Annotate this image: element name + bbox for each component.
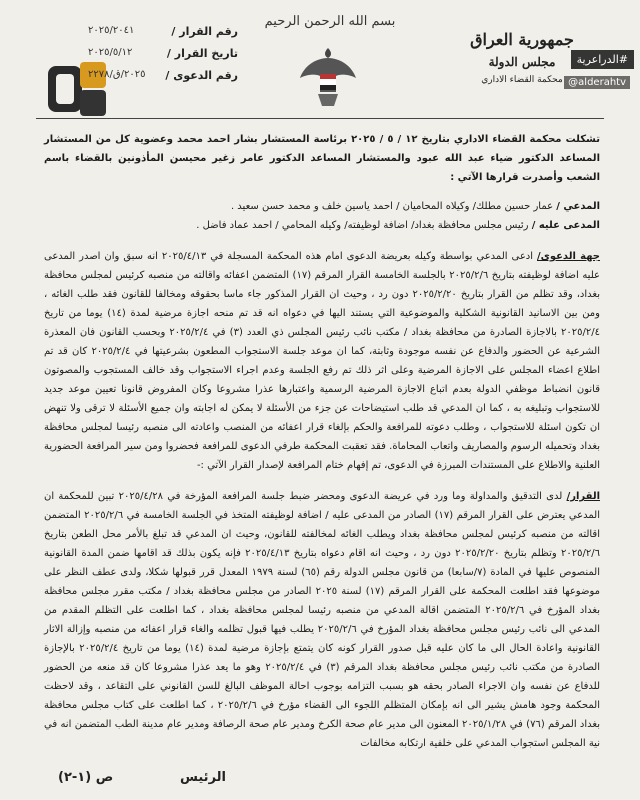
plaintiff-line xyxy=(44,197,600,216)
signature-label: الرئيس xyxy=(180,770,226,785)
decision-no-label: رقم القرار / xyxy=(171,24,238,38)
watermark-tag: #الدراعرية xyxy=(571,50,634,69)
document-body xyxy=(44,130,600,753)
bismillah: بسم الله الرحمن الرحيم xyxy=(264,14,396,29)
decision-no-value: ٢٠٢٥/٢٠٤١ xyxy=(88,25,135,36)
header-divider xyxy=(36,118,604,119)
case-no-label: رقم الدعوى / xyxy=(165,68,238,82)
court-composition: تشكلت محكمة القضاء الاداري بتاريخ ١٢ / ٥ / ٢٠٢٥ برئاسة المستشار بشار احمد محمد وعضوية كل من المستشار المساعد الدكتور ضياء عبد الله عبود والمستشار المساعد الدكتور عامر زغير محيسن المأذونين بالقضاء باسم الشعب وأصدرت قرارها الآتي : xyxy=(44,134,600,183)
plaintiff-text: عمار حسين مطلك/ وكيلاه المحاميان / احمد ياسين خلف و محمد حسن سعيد . xyxy=(230,201,554,212)
decision-date-value: ٢٠٢٥/٥/١٢ xyxy=(88,47,133,58)
defendant-text: رئيس مجلس محافظة بغداد/ اضافة لوظيفته/ وكيله المحامي / احمد عماد فاضل . xyxy=(196,220,529,231)
case-no-value: ٢٠٢٥/ق/٢٢٧٨ xyxy=(88,69,146,80)
page-number: ص (١-٢) xyxy=(58,770,114,785)
council-name: مجلس الدولة xyxy=(488,55,556,69)
decision-text: لدى التدقيق والمداولة وما ورد في عريضة الدعوى ومحضر ضبط جلسة المرافعة المؤرخة في ٢٠٢٥/٤/٢٨ تبين للمحكمة ان المدعي يعترض على القرار المرقم (١٧) الصادر من المدعى عليه / اضافة لوظيفته المتخذ في الجلسة الخامسة في ٢٠٢٥/٢/٦ المتضمن اقالته من منصبه كرئيس لمجلس محافظة بغداد ويطلب الغائه لمخالفته للقانون، وحيث ان المدعي قد تبلغ بالأمر محل الطعن بتاريخ ٢٠٢٥/٢/٦ وتظلم بتاريخ ٢٠٢٥/٢/٢٠ دون رد ، وحيث انه اقام دعواه بتاريخ ٢٠٢٥/٤/١٣ فإنه يكون بذلك قد اقامها ضمن المدة القانونية المنصوص عليها في المادة (٧/سابعا) من قانون مجلس الدولة رقم (٦٥) لسنة ١٩٧٩ المعدل قرر قبولها شكلا، ولدى عطف النظر على موضوعها فقد اطلعت المحكمة على القرار المرقم (١٧) لسنة ٢٠٢٥ الصادر من مجلس محافظة بغداد / مكتب مقرر مجلس محافظة بغداد المؤرخ في ٢٠٢٥/٢/٦ المتضمن اقالة المدعي من منصبه رئيسا لمجلس محافظة بغداد ، كما اطلعت على التظلم المقدم من المدعي الى نائب رئيس مجلس محافظة بغداد المؤرخ في ٢٠٢٥/٢/٦ يطلب فيها قبول تظلمه والغاء قرار اعفائه من منصبه وإزالة الاثار القانونية واعادة الحال الى ما كان عليه قبل صدور القرار كونه كان يتمتع بإجازة مرضية لمدة (١٤) يوما من تاريخ ٢٠٢٥/٢/٤ بالإجازة الصادرة من مكتب نائب رئيس مجلس محافظة بغداد المرقم (٣) في ٢٠٢٥/٢/٤ وهو ما يعد عذرا مشروعا كان قد منعه من الحضور للدفاع عن نفسه وان الاجراء الصادر بحقه هو بسبب التزامه بوجوب احالة الموظف البالغ للسن القانوني على التقاعد ، وقد لاحظت المحكمة وجود هامش يشير الى انه بإمكان المتظلم اللجوء الى القضاء مؤرخ في ٢٠٢٥/٢/٦ ، كما اطلعت على كتاب مجلس محافظة بغداد المرقم (٧٦) في ٢٠٢٥/١/٢٨ المعنون الى مدير عام صحة الكرخ ومدير عام صحة الرصافة ومدير عام مدينة الطب المتضمن انه في نية المجلس استجواب المدعي على خلفية ارتكابه مخالفات xyxy=(44,491,601,749)
claim-section xyxy=(44,247,600,475)
iraq-eagle-emblem-icon xyxy=(298,44,358,114)
decision-label: القرار/ xyxy=(566,491,600,502)
watermark-handle: @alderahtv xyxy=(564,76,630,89)
decision-date-label: تاريخ القرار / xyxy=(166,46,238,60)
country-name: جمهورية العراق xyxy=(470,30,574,49)
claim-text: ادعى المدعي بواسطة وكيله بعريضة الدعوى امام هذه المحكمة المسجلة في ٢٠٢٥/٤/١٣ انه سبق وان اصدر المدعى عليه اضافة لوظيفته بتاريخ ٢٠٢٥/٢/٦ بالجلسة الخامسة القرار المرقم (١٧) المتضمن اعفائه واقالته من منصبه كرئيس لمجلس محافظة بغداد، وقد تظلم من القرار بتاريخ ٢٠٢٥/٢/٢٠ دون رد ، وحيث ان القرار المذكور جاء ماسا بحقوقه ومخالفا للقانون فقد طلب الغائه ، ومن بين الاسانيد القانونية الشكلية والموضوعية التي يستند اليها في دعواه انه قد تم منحه اجازة مرضية لمدة (١٤) يوما من تاريخ ٢٠٢٥/٢/٤ بالاجازة الصادرة من محافظة بغداد / مكتب نائب رئيس المجلس ذي العدد (٣) في ٢٠٢٥/٢/٤ وبحسب القانون فان المعذرة الشرعية عن الحضور والدفاع عن نفسه موجودة وثابتة، كما ان موعد جلسة الاستجواب المطعون بشرعيتها في ٢٠٢٥/٢/٤ كان قد تم اطلاع اعضاء المجلس على الاجازة المرضية وعلى اثر ذلك تم رفع الجلسة وعدم اجراء الاستجواب وقد خالف المستجوب والمصوتون قانون انضباط موظفي الدولة بعدم اتباع الاجازة المرضية الرسمية واعتبارها عذرا مشروعا وكان المفروض قانونا تعيين موعد جديد للاستجواب وتبليغه به ، كما ان المدعي قد طلب استيضاحات عن جزء من الأسئلة لا يمكن له اجابته وان جميع الأسئلة لا ترقى ولا تنهض ان تكون اسئلة للاستجواب ، وطلب دعوته للمرافعة والحكم بإلغاء قرار اعفائه من المنصب واعادته الى منصبه رئيسا لمجلس محافظة بغداد وتحميله الرسوم والمصاريف واتعاب المحاماة. فقد تعقبت المحكمة طرفي الدعوى للمرافعة فحضروا ومن سير المرافعة الحضورية العلنية والاطلاع على المستندات المبرزة في الدعوى، تم إفهام ختام المرافعة لإصدار القرار الآتي :- xyxy=(44,251,601,471)
defendant-line xyxy=(44,216,600,235)
plaintiff-label: المدعي / xyxy=(556,201,600,212)
claim-label: جهة الدعوى/ xyxy=(537,251,601,262)
decision-section xyxy=(44,487,600,753)
decision-meta xyxy=(88,20,238,86)
defendant-label: المدعى عليه / xyxy=(531,220,600,231)
court-name: محكمة القضاء الاداري xyxy=(481,75,563,85)
